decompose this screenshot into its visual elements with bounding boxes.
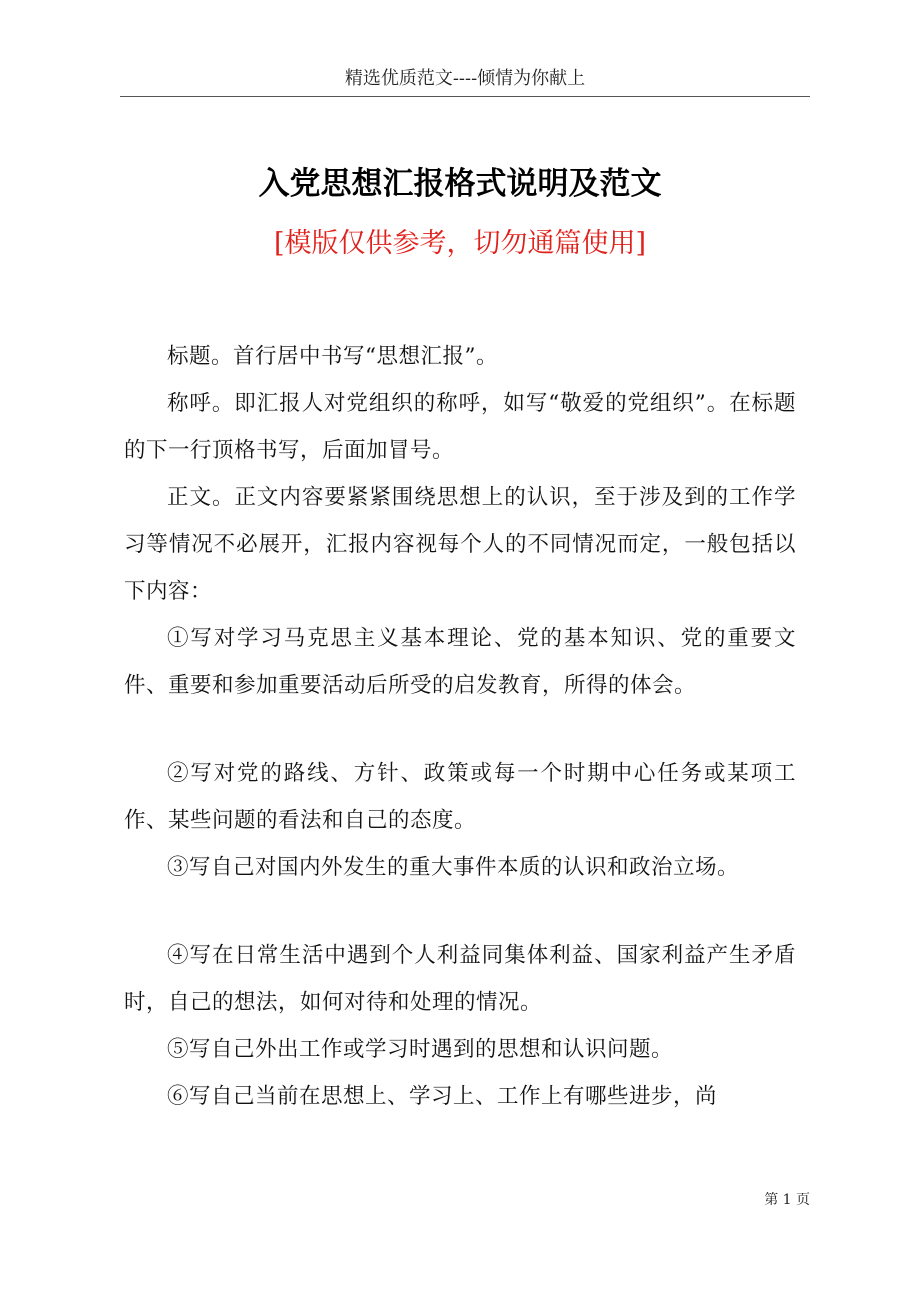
header-divider: [120, 96, 810, 97]
list-item-5: ⑤写自己外出工作或学习时遇到的思想和认识问题。: [167, 1037, 674, 1062]
list-item-2: ②写对党的路线、方针、政策或每一个时期中心任务或某项工作、某些问题的看法和自己的态度。: [124, 761, 796, 833]
document-body: [124, 333, 796, 1120]
document-subtitle: [模版仅供参考，切勿通篇使用]: [273, 228, 647, 259]
page-number: 第 1 页: [764, 1192, 810, 1208]
paragraph-salutation-rule: 称呼。即汇报人对党组织的称呼，如写“敬爱的党组织”。在标题的下一行顶格书写，后面加冒号。: [124, 391, 796, 463]
running-header: 精选优质范文----倾情为你献上: [344, 68, 586, 89]
paragraph-body-rule: 正文。正文内容要紧紧围绕思想上的认识，至于涉及到的工作学习等情况不必展开，汇报内容视每个人的不同情况而定，一般包括以下内容：: [124, 485, 796, 604]
paragraph-title-rule: 标题。首行居中书写“思想汇报”。: [167, 344, 498, 369]
document-title: 入党思想汇报格式说明及范文: [258, 166, 662, 202]
list-item-6: ⑥写自己当前在思想上、学习上、工作上有哪些进步，尚: [167, 1084, 718, 1109]
list-item-3: ③写自己对国内外发生的重大事件本质的认识和政治立场。: [167, 855, 740, 880]
list-item-4: ④写在日常生活中遇到个人利益同集体利益、国家利益产生矛盾时，自己的想法，如何对待和处理的情况。: [124, 943, 796, 1015]
list-item-1: ①写对学习马克思主义基本理论、党的基本知识、党的重要文件、重要和参加重要活动后所受的启发教育，所得的体会。: [124, 626, 796, 698]
